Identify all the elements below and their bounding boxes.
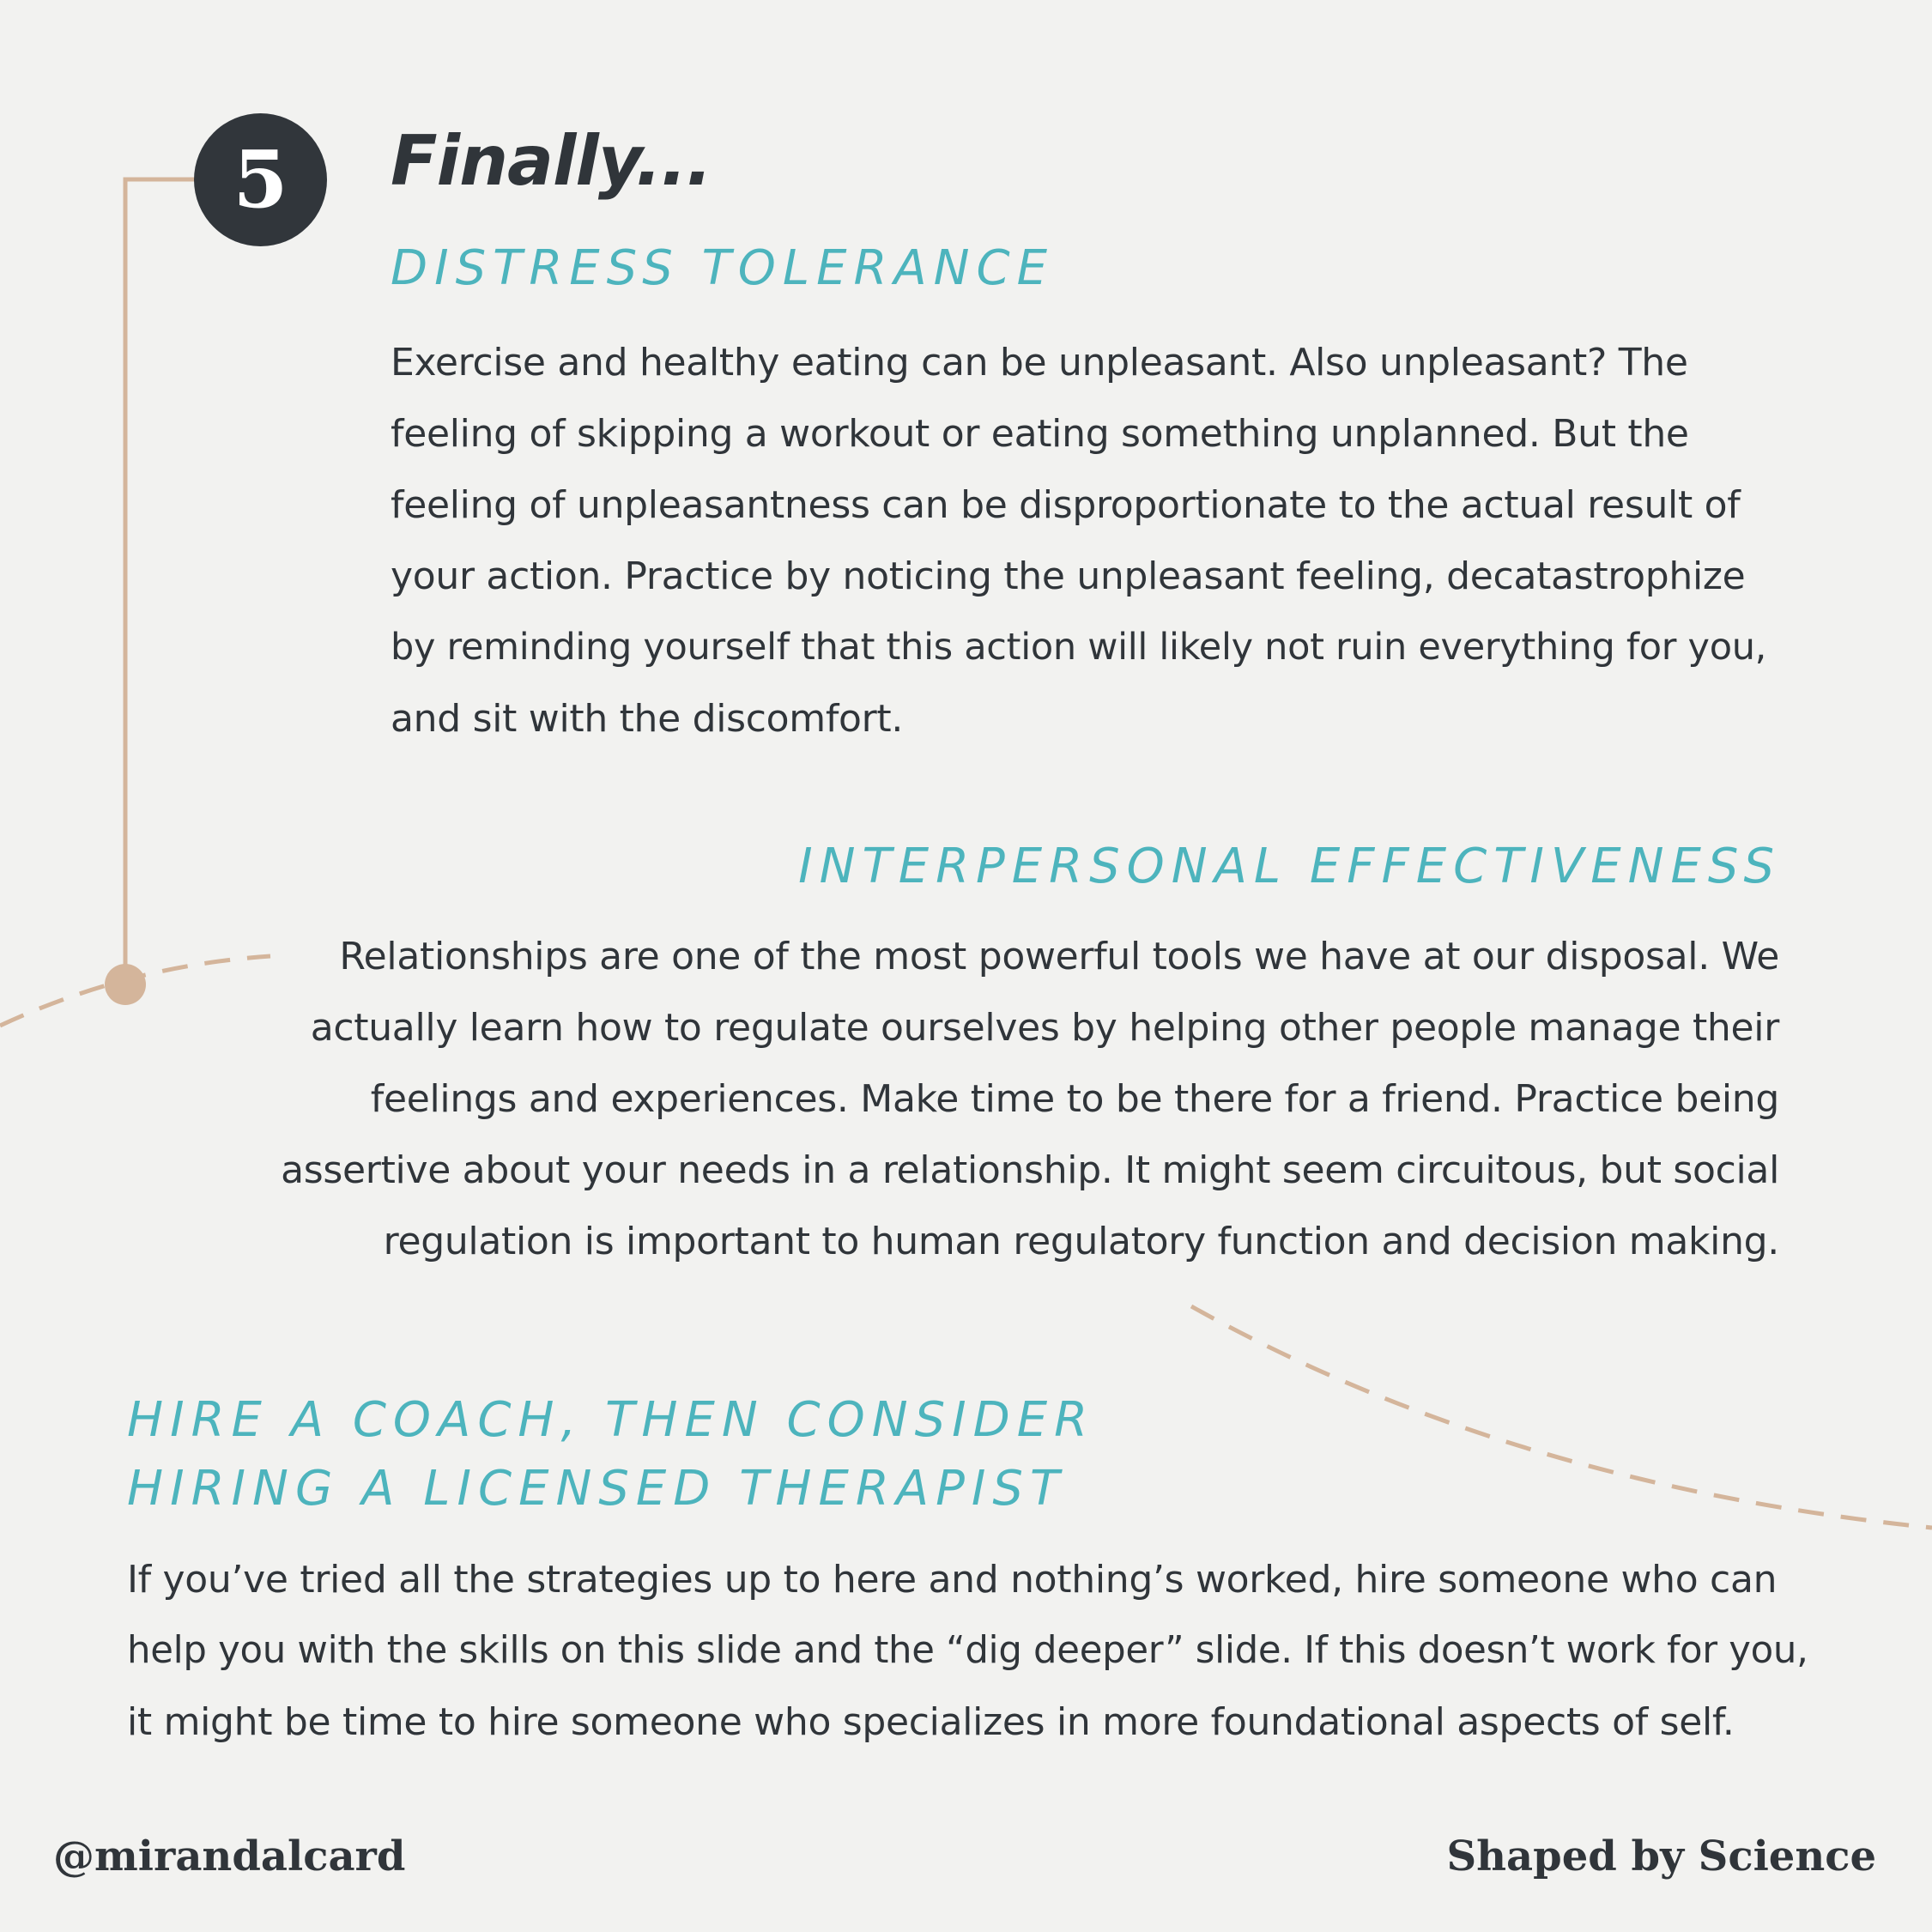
body-line: your action. Practice by noticing the unpleasant feeling, decatastrophize bbox=[391, 554, 1746, 598]
body-line: Relationships are one of the most powerful tools we have at our disposal. We bbox=[339, 935, 1779, 978]
section-body-distress-tolerance bbox=[391, 327, 1781, 754]
body-line: Exercise and healthy eating can be unpleasant. Also unpleasant? The bbox=[391, 341, 1688, 385]
body-line: feelings and experiences. Make time to be there for a friend. Practice being bbox=[370, 1077, 1779, 1121]
step-connector-line bbox=[125, 179, 196, 984]
connector-dot bbox=[105, 964, 146, 1005]
step-number-badge: 5 bbox=[194, 113, 327, 246]
body-line: help you with the skills on this slide and the “dig deeper” slide. If this doesn’t work for you, bbox=[127, 1629, 1808, 1672]
brand-name: Shaped by Science bbox=[1446, 1832, 1876, 1881]
body-line: by reminding yourself that this action will likely not ruin everything for you, bbox=[391, 626, 1767, 669]
section-heading-distress-tolerance: DISTRESS TOLERANCE bbox=[391, 240, 1055, 296]
section-body-hire-coach bbox=[127, 1544, 1826, 1758]
body-line: regulation is important to human regulatory function and decision making. bbox=[383, 1220, 1779, 1263]
body-line: assertive about your needs in a relationship. It might seem circuitous, but social bbox=[281, 1148, 1779, 1192]
section-heading-hire-coach bbox=[127, 1386, 1094, 1523]
author-handle: @mirandalcard bbox=[53, 1832, 406, 1881]
body-line: and sit with the discomfort. bbox=[391, 697, 904, 741]
heading-line: HIRE A COACH, THEN CONSIDER bbox=[127, 1392, 1095, 1448]
body-line: it might be time to hire someone who specializes in more foundational aspects of self. bbox=[127, 1700, 1735, 1744]
body-line: feeling of unpleasantness can be disproportionate to the actual result of bbox=[391, 483, 1741, 527]
section-heading-interpersonal-effectiveness: INTERPERSONAL EFFECTIVENESS bbox=[798, 839, 1781, 894]
body-line: If you’ve tried all the strategies up to here and nothing’s worked, hire someone who can bbox=[127, 1558, 1778, 1602]
dashed-curve-right bbox=[1191, 1306, 1932, 1528]
heading-line: HIRING A LICENSED THERAPIST bbox=[127, 1461, 1067, 1517]
step-title: Finally... bbox=[391, 121, 712, 201]
body-line: actually learn how to regulate ourselves by helping other people manage their bbox=[310, 1006, 1779, 1050]
body-line: feeling of skipping a workout or eating something unplanned. But the bbox=[391, 412, 1689, 456]
section-body-interpersonal-effectiveness bbox=[234, 921, 1779, 1277]
